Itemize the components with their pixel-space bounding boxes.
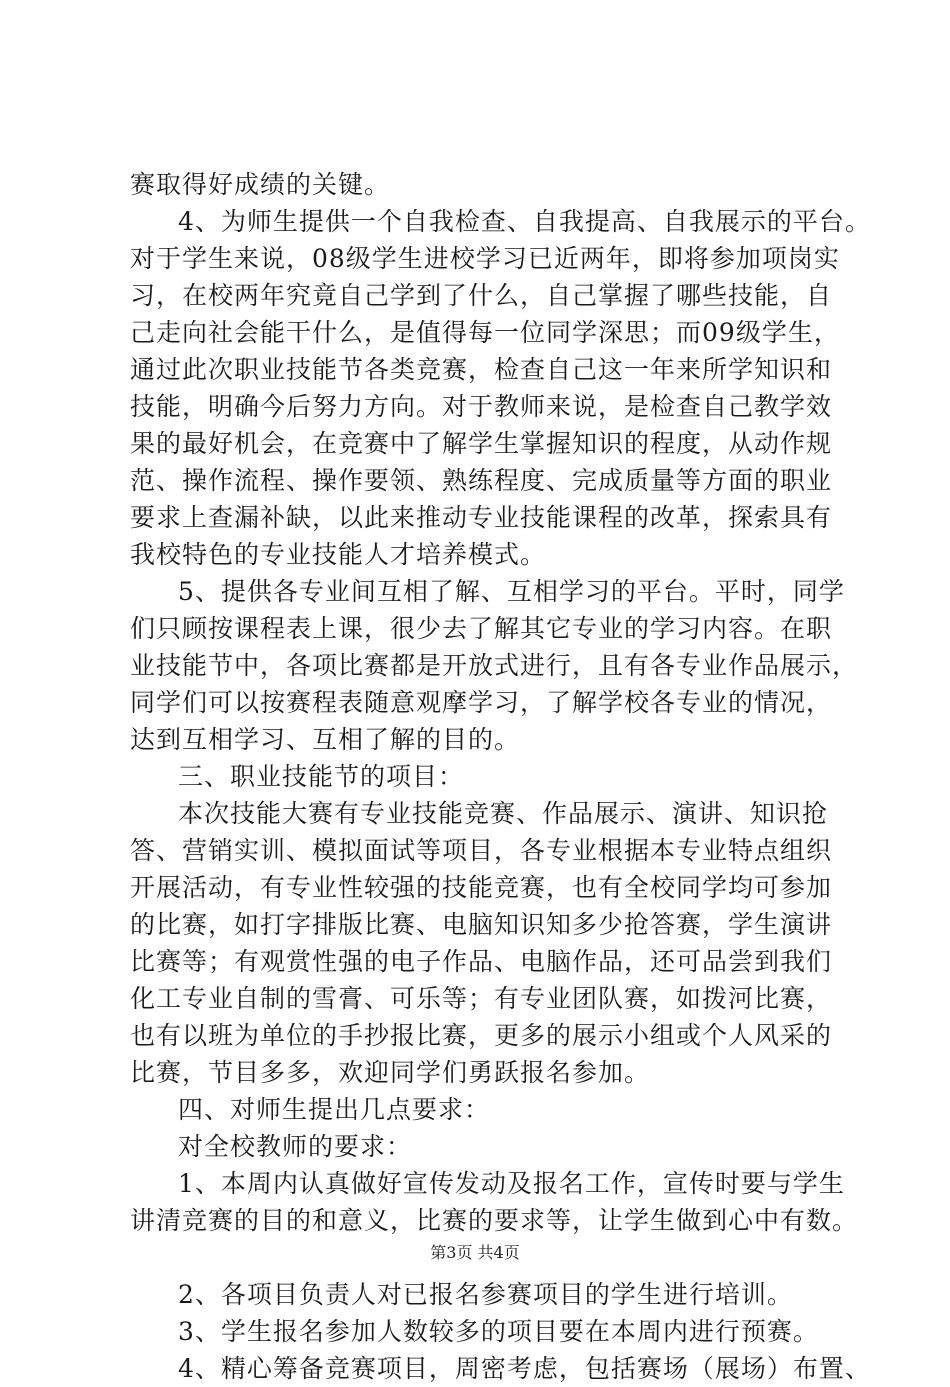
section-heading: 三、职业技能节的项目： [178,762,465,791]
page-footer: 第3页 共4页 [430,1243,520,1262]
text-line: 达到互相学习、互相了解的目的。 [130,725,521,754]
text-line: 开展活动，有专业性较强的技能竞赛，也有全校同学均可参加 [130,873,833,902]
text-line: 对于学生来说，08级学生进校学习已近两年，即将参加项岗实 [130,244,840,273]
text-line: 们只顾按课程表上课，很少去了解其它专业的学习内容。在职 [130,614,833,643]
text-line: 己走向社会能干什么，是值得每一位同学深思；而09级学生， [130,318,840,347]
text-line: 答、营销实训、模拟面试等项目，各专业根据本专业特点组织 [130,836,833,865]
text-line: 讲清竞赛的目的和意义，比赛的要求等，让学生做到心中有数。 [130,1206,859,1235]
text-line: 通过此次职业技能节各类竞赛，检查自己这一年来所学知识和 [130,355,833,384]
text-line: 范、操作流程、操作要领、熟练程度、完成质量等方面的职业 [130,466,833,495]
text-line: 化工专业自制的雪膏、可乐等；有专业团队赛，如拨河比赛， [130,984,833,1013]
text-line: 5、提供各专业间互相了解、互相学习的平台。平时，同学 [178,577,845,606]
text-line: 本次技能大赛有专业技能竞赛、作品展示、演讲、知识抢 [178,799,829,828]
text-line: 4、精心筹备竞赛项目，周密考虑，包括赛场（展场）布置、 [178,1354,871,1383]
text-line: 3、学生报名参加人数较多的项目要在本周内进行预赛。 [178,1317,819,1346]
text-line: 的比赛，如打字排版比赛、电脑知识知多少抢答赛，学生演讲 [130,910,833,939]
text-line: 同学们可以按赛程表随意观摩学习，了解学校各专业的情况， [130,688,833,717]
text-line: 4、为师生提供一个自我检查、自我提高、自我展示的平台。 [178,207,871,236]
text-line: 技能，明确今后努力方向。对于教师来说，是检查自己教学效 [130,392,833,421]
text-line: 比赛，节目多多，欢迎同学们勇跃报名参加。 [130,1058,651,1087]
text-line: 比赛等；有观赏性强的电子作品、电脑作品，还可品尝到我们 [130,947,833,976]
text-line: 赛取得好成绩的关键。 [130,170,391,199]
section-heading: 四、对师生提出几点要求： [178,1095,491,1124]
text-line: 要求上查漏补缺，以此来推动专业技能课程的改革，探索具有 [130,503,833,532]
text-line: 也有以班为单位的手抄报比赛，更多的展示小组或个人风采的 [130,1021,833,1050]
text-line: 我校特色的专业技能人才培养模式。 [130,540,547,569]
text-line: 习，在校两年究竟自己学到了什么，自己掌握了哪些技能，自 [130,281,833,310]
text-line: 果的最好机会，在竞赛中了解学生掌握知识的程度，从动作规 [130,429,833,458]
text-line: 2、各项目负责人对已报名参赛项目的学生进行培训。 [178,1280,793,1309]
subheading: 对全校教师的要求： [178,1132,413,1161]
text-line: 业技能节中，各项比赛都是开放式进行，且有各专业作品展示， [130,651,859,680]
document-body [130,166,871,1387]
text-line: 1、本周内认真做好宣传发动及报名工作，宣传时要与学生 [178,1169,845,1198]
